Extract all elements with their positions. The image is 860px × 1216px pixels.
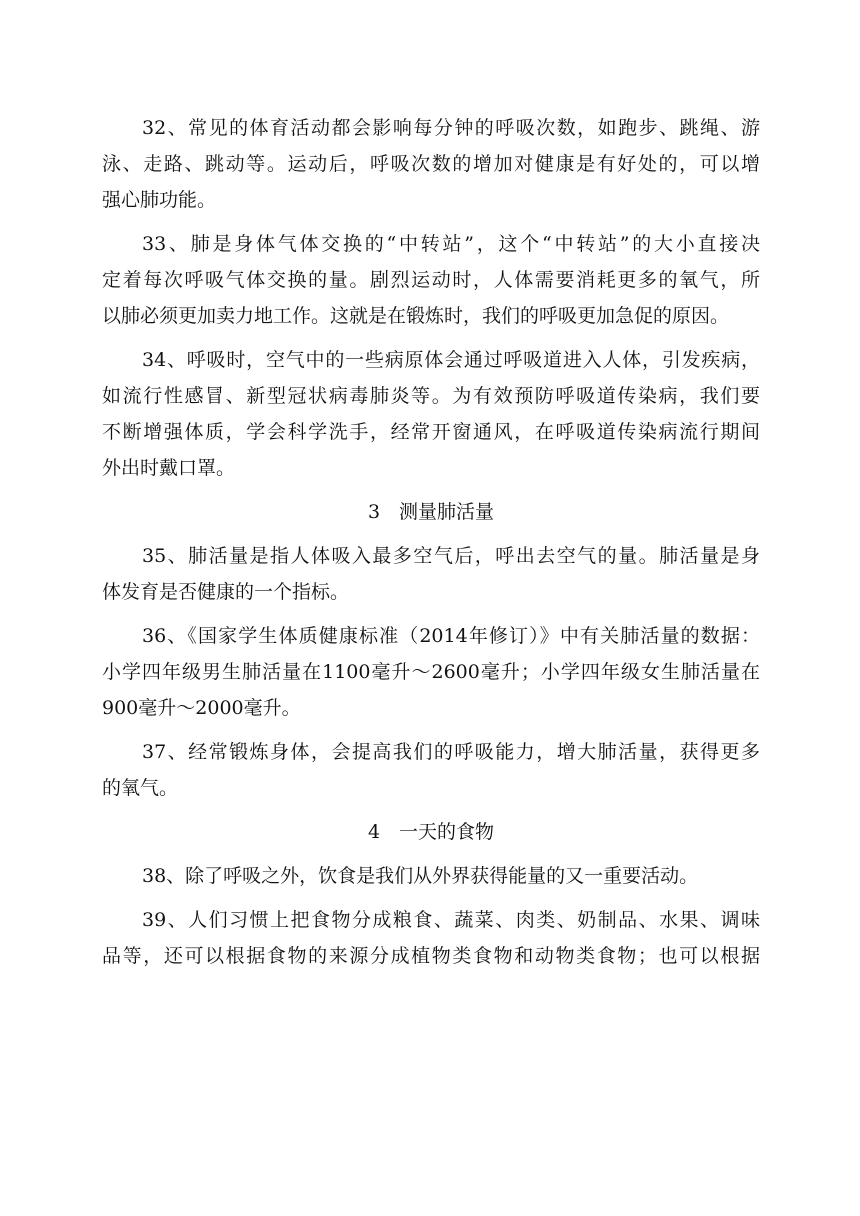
text-line: 37、经常锻炼身体，会提高我们的呼吸能力，增大肺活量，获得更多 [142, 741, 760, 763]
paragraph-34 [102, 342, 760, 486]
text-line: 34、呼吸时，空气中的一些病原体会通过呼吸道进入人体，引发疾病， [142, 349, 760, 371]
text-line: 33、肺是身体气体交换的“中转站”，这个“中转站”的大小直接决 [142, 233, 760, 255]
document-page [102, 110, 760, 982]
text-line: 38、除了呼吸之外，饮食是我们从外界获得能量的又一重要活动。 [142, 865, 699, 887]
text-line: 以肺必须更加卖力地工作。这就是在锻炼时，我们的呼吸更加急促的原因。 [102, 305, 730, 327]
text-line: 小学四年级男生肺活量在1100毫升～2600毫升；小学四年级女生肺活量在 [102, 661, 760, 683]
paragraph-36 [102, 618, 760, 726]
text-line: 体发育是否健康的一个指标。 [102, 581, 350, 603]
text-line: 不断增强体质，学会科学洗手，经常开窗通风，在呼吸道传染病流行期间 [102, 421, 760, 443]
text-line: 品等，还可以根据食物的来源分成植物类食物和动物类食物；也可以根据 [102, 945, 760, 967]
text-line: 如流行性感冒、新型冠状病毒肺炎等。为有效预防呼吸道传染病，我们要 [102, 385, 760, 407]
paragraph-39 [102, 902, 760, 974]
text-line: 泳、走路、跳动等。运动后，呼吸次数的增加对健康是有好处的，可以增 [102, 153, 760, 175]
paragraph-37 [102, 734, 760, 806]
paragraph-38 [102, 858, 760, 894]
text-line: 36、《国家学生体质健康标准（2014年修订）》中有关肺活量的数据： [142, 625, 760, 647]
text-line: 35、肺活量是指人体吸入最多空气后，呼出去空气的量。肺活量是身 [142, 545, 760, 567]
text-line: 外出时戴口罩。 [102, 457, 236, 479]
section-heading: 3 测量肺活量 [367, 501, 495, 523]
text-line: 强心肺功能。 [102, 189, 217, 211]
paragraph-35 [102, 538, 760, 610]
text-line: 32、常见的体育活动都会影响每分钟的呼吸次数，如跑步、跳绳、游 [142, 117, 760, 139]
paragraph-33 [102, 226, 760, 334]
paragraph-32 [102, 110, 760, 218]
text-line: 900毫升～2000毫升。 [102, 697, 301, 719]
section-heading: 4 一天的食物 [367, 821, 495, 843]
text-line: 的氧气。 [102, 777, 179, 799]
text-line: 定着每次呼吸气体交换的量。剧烈运动时，人体需要消耗更多的氧气，所 [102, 269, 760, 291]
text-line: 39、人们习惯上把食物分成粮食、蔬菜、肉类、奶制品、水果、调味 [142, 909, 760, 931]
